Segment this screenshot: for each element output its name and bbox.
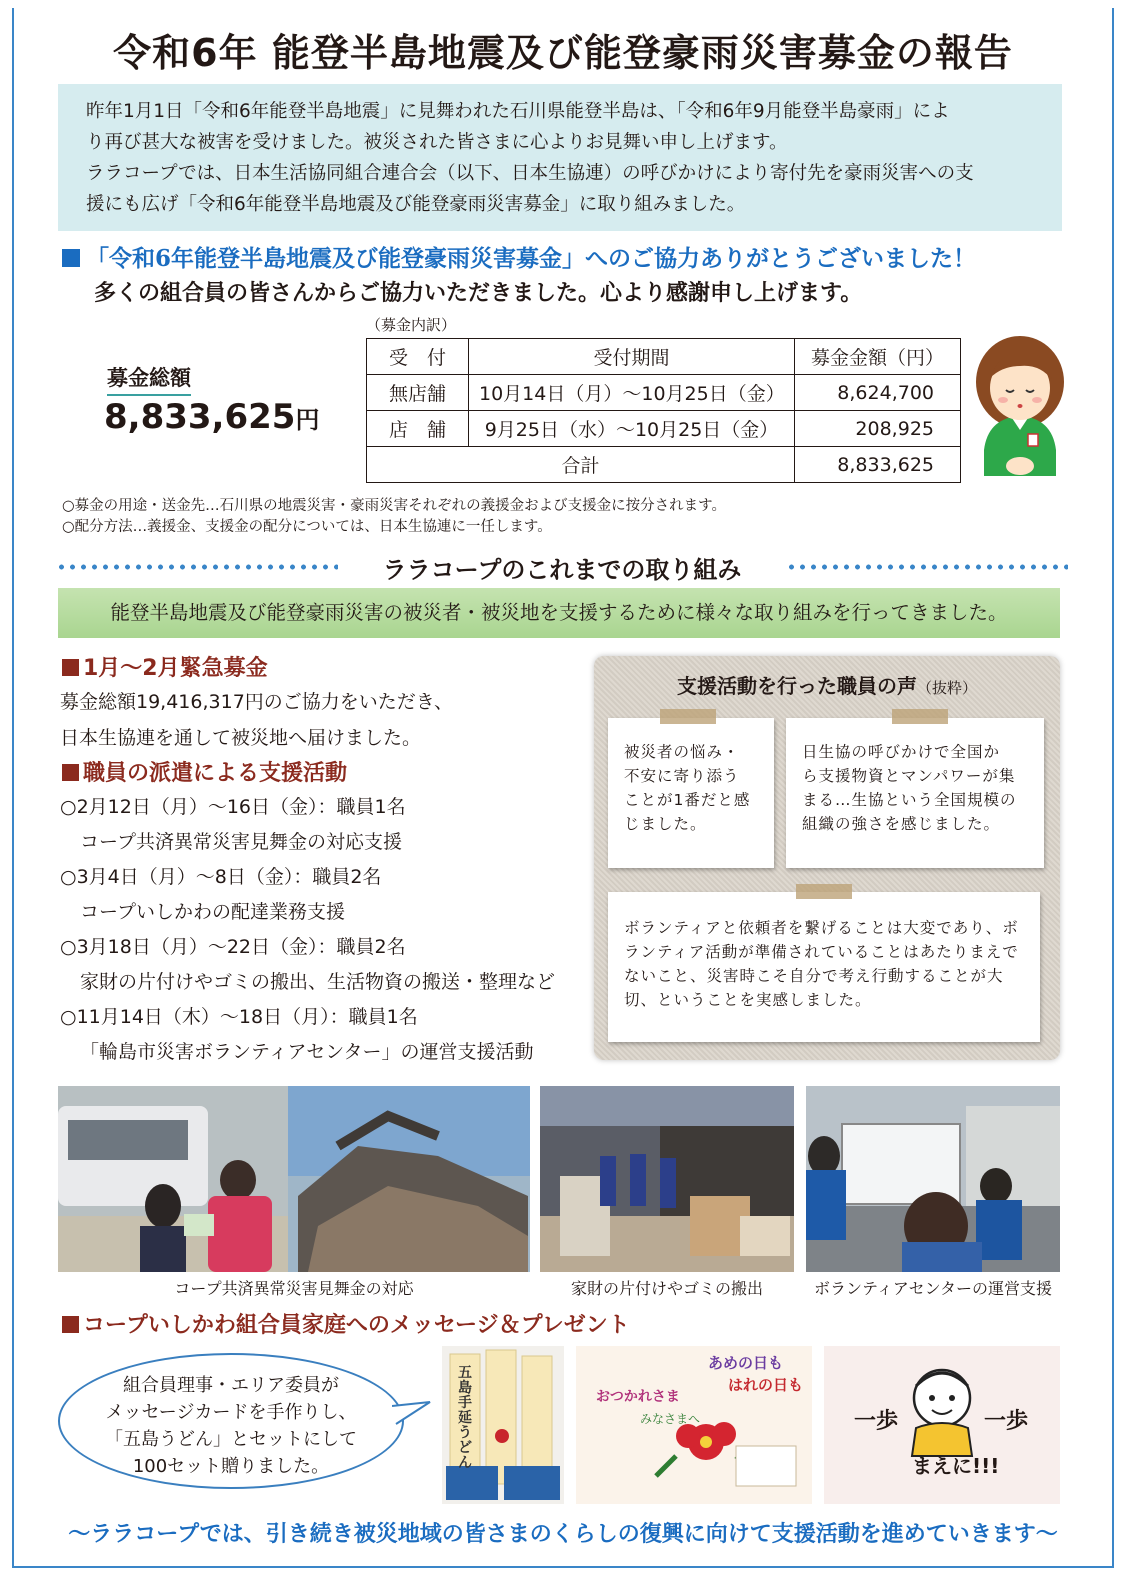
present-heading — [62, 1308, 630, 1339]
table-cell: 208,925 — [795, 411, 961, 447]
table-header: 受 付 — [367, 339, 469, 375]
card-text: 一歩 — [984, 1409, 1029, 1434]
list-item: ○2月12日（月）～16日（金）：職員1名 — [60, 796, 406, 818]
notes — [62, 496, 726, 538]
bubble-line: 組合員理事・エリア委員が — [123, 1375, 339, 1396]
table-total-row — [367, 447, 961, 483]
square-bullet-icon — [62, 764, 79, 781]
voice-line: ランティア活動が準備されていることはあたりまえで — [624, 943, 1019, 961]
section-band: 能登半島地震及び能登豪雨災害の被災者・被災地を支援するために様々な取り組みを行ってきました。 — [58, 588, 1060, 638]
square-bullet-icon — [62, 659, 79, 676]
photo-insurance-visit — [58, 1086, 530, 1272]
udon-label: 五島手延うどん — [458, 1365, 472, 1471]
table-total-value: 8,833,625 — [795, 447, 961, 483]
table-cell: 10月14日（月）～10月25日（金） — [469, 375, 795, 411]
photo-volunteer-center — [806, 1086, 1060, 1272]
emergency-line: 日本生協連を通して被災地へ届けました。 — [60, 727, 422, 749]
voice-line: ことが1番だと感 — [624, 791, 751, 809]
page-title: 令和6年 能登半島地震及び能登豪雨災害募金の報告 — [113, 31, 1013, 75]
dispatch-heading-text: 職員の派遣による支援活動 — [83, 761, 348, 786]
total-amount-number: 8,833,625 — [104, 397, 296, 437]
note-line: ○配分方法…義援金、支援金の配分については、日本生協連に一任します。 — [62, 519, 552, 535]
photo-message-card-2 — [824, 1346, 1060, 1504]
speech-bubble — [58, 1353, 404, 1489]
list-item: コープ共済異常災害見舞金の対応支援 — [80, 831, 403, 853]
photo-caption: 家財の片付けやゴミの搬出 — [570, 1279, 763, 1298]
note-line: ○募金の用途・送金先…石川県の地震災害・豪雨災害それぞれの義援金および支援金に按分されます。 — [62, 498, 726, 514]
card-text: まえに!!! — [912, 1454, 1000, 1478]
table-header: 募金金額（円） — [795, 339, 961, 375]
photo-message-card-1 — [576, 1346, 812, 1504]
voice-line: 日生協の呼びかけで全国か — [802, 743, 1001, 761]
table-cell: 店 舗 — [367, 411, 469, 447]
bubble-line: 「五島うどん」とセットにして — [105, 1429, 357, 1450]
intro-box — [58, 84, 1062, 231]
table-header-row — [367, 339, 961, 375]
card-text: あめの日も — [708, 1354, 784, 1372]
section-title: ララコープのこれまでの取り組み — [382, 556, 742, 584]
intro-line: ララコープでは、日本生活協同組合連合会（以下、日本生協連）の呼びかけにより寄付先を豪雨災害への支 — [86, 163, 974, 184]
staff-voices-panel — [594, 656, 1060, 1060]
present-heading-text: コープいしかわ組合員家庭へのメッセージ＆プレゼント — [83, 1313, 630, 1338]
voice-line: じました。 — [624, 815, 707, 833]
card-text: おつかれさま — [596, 1389, 680, 1405]
voice-line: ないこと、災害時こそ自分で考え行動することが大 — [624, 967, 1004, 985]
table-cell: 8,624,700 — [795, 375, 961, 411]
square-bullet-icon — [62, 249, 80, 267]
table-cell: 無店舗 — [367, 375, 469, 411]
table-row — [367, 411, 961, 447]
bubble-tail-icon — [392, 1400, 432, 1430]
photo-caption: ボランティアセンターの運営支援 — [814, 1279, 1052, 1298]
voice-line: 被災者の悩み・ — [624, 743, 740, 761]
voice-line: 不安に寄り添う — [624, 767, 740, 785]
table-cell: 9月25日（水）～10月25日（金） — [469, 411, 795, 447]
voice-line: まる…生協という全国規模の — [802, 791, 1017, 809]
section-header — [56, 550, 1068, 582]
staff-girl-illustration — [970, 330, 1070, 480]
table-row — [367, 375, 961, 411]
emergency-text — [60, 684, 453, 756]
total-label: 募金総額 — [107, 362, 191, 396]
dispatch-heading — [62, 756, 347, 787]
table-total-label: 合計 — [367, 447, 795, 483]
breakdown-caption: （募金内訳） — [366, 316, 457, 334]
total-amount-unit: 円 — [295, 406, 320, 434]
photo-cleanup — [540, 1086, 794, 1272]
table-header: 受付期間 — [469, 339, 795, 375]
tape-decoration — [796, 884, 852, 899]
voices-title-note: （抜粋） — [916, 679, 977, 697]
thanks-subheading: 多くの組合員の皆さんからご協力いただきました。心より感謝申し上げます。 — [94, 280, 863, 306]
thanks-heading — [62, 240, 976, 273]
footer-message: ～ララコープでは、引き続き被災地域の皆さまのくらしの復興に向けて支援活動を進めていきます～ — [68, 1521, 1058, 1547]
list-item: コープいしかわの配達業務支援 — [80, 901, 346, 923]
tape-decoration — [660, 709, 716, 724]
voice-card — [608, 892, 1040, 1042]
bubble-line: 100セット贈りました。 — [132, 1456, 330, 1477]
card-text: はれの日も — [728, 1376, 804, 1394]
voice-line: 組織の強さを感じました。 — [802, 815, 1001, 833]
list-item: ○11月14日（木）～18日（月）：職員1名 — [60, 1006, 418, 1028]
photo-caption: コープ共済異常災害見舞金の対応 — [174, 1279, 414, 1298]
voice-line: 切、ということを実感しました。 — [624, 991, 872, 1009]
emergency-heading — [62, 651, 268, 682]
intro-line: り再び甚大な被害を受けました。被災された皆さまに心よりお見舞い申し上げます。 — [86, 132, 788, 153]
voice-card — [786, 718, 1044, 868]
photo-udon-package — [442, 1346, 564, 1504]
list-item: ○3月18日（月）～22日（金）：職員2名 — [60, 936, 406, 958]
dispatch-list — [60, 790, 555, 1070]
total-amount — [104, 397, 319, 437]
thanks-heading-text: 「令和6年能登半島地震及び能登豪雨災害募金」へのご協力ありがとうございました！ — [86, 245, 977, 272]
list-item: 「輪島市災害ボランティアセンター」の運営支援活動 — [80, 1041, 534, 1063]
voice-line: ら支援物資とマンパワーが集 — [802, 767, 1016, 785]
card-text: 一歩 — [854, 1409, 899, 1434]
intro-line: 援にも広げ「令和6年能登半島地震及び能登豪雨災害募金」に取り組みました。 — [86, 194, 746, 215]
tape-decoration — [892, 709, 948, 724]
list-item: ○3月4日（月）～8日（金）：職員2名 — [60, 866, 382, 888]
breakdown-table — [366, 338, 961, 483]
list-item: 家財の片付けやゴミの搬出、生活物資の搬送・整理など — [80, 971, 556, 993]
square-bullet-icon — [62, 1316, 79, 1333]
voices-title — [594, 670, 1060, 699]
voices-title-text: 支援活動を行った職員の声 — [676, 674, 917, 698]
emergency-heading-text: 1月～2月緊急募金 — [83, 656, 268, 681]
voice-line: ボランティアと依頼者を繋げることは大変であり、ボ — [624, 919, 1019, 937]
card-text: みなさまへ — [640, 1412, 701, 1426]
intro-line: 昨年1月1日「令和6年能登半島地震」に見舞われた石川県能登半島は、「令和6年9月能登半島豪雨」によ — [86, 101, 950, 122]
voice-card — [608, 718, 774, 868]
bubble-line: メッセージカードを手作りし、 — [105, 1402, 357, 1423]
emergency-line: 募金総額19,416,317円のご協力をいただき、 — [60, 691, 454, 713]
